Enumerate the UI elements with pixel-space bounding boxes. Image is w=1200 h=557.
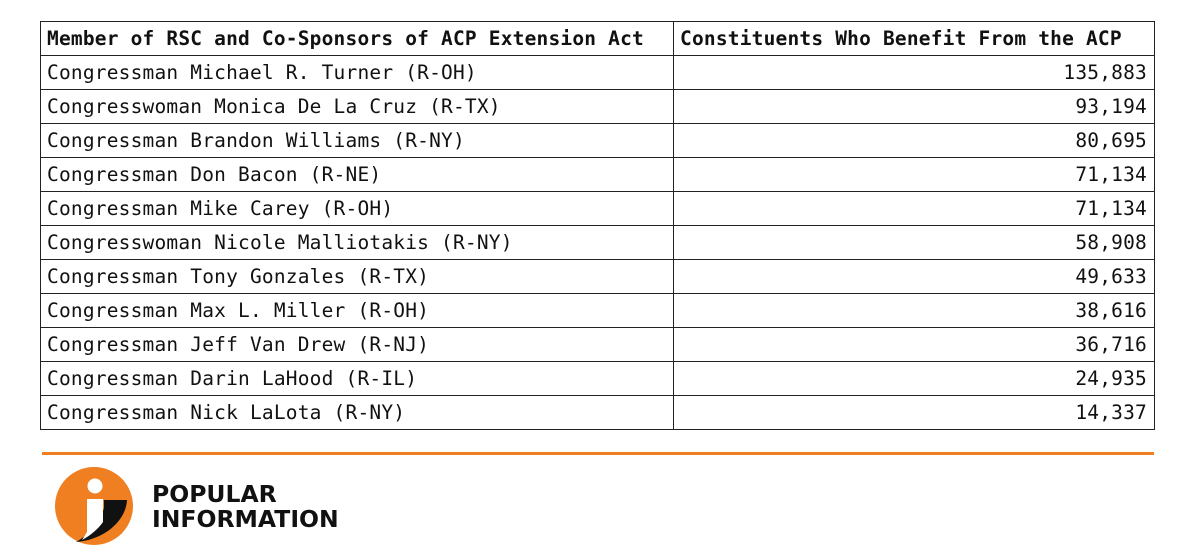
data-table-container xyxy=(40,21,1154,430)
brand-line-1: POPULAR xyxy=(152,480,277,508)
table-row xyxy=(41,124,1155,158)
table-row xyxy=(41,158,1155,192)
member-cell: Congressman Brandon Williams (R-NY) xyxy=(41,124,674,158)
member-cell: Congressman Don Bacon (R-NE) xyxy=(41,158,674,192)
member-cell: Congressman Michael R. Turner (R-OH) xyxy=(41,56,674,90)
info-i-icon xyxy=(54,466,136,546)
data-table xyxy=(40,21,1155,430)
constituents-cell: 135,883 xyxy=(674,56,1155,90)
constituents-cell: 71,134 xyxy=(674,158,1155,192)
brand-wordmark xyxy=(152,482,339,532)
table-row xyxy=(41,362,1155,396)
member-cell: Congresswoman Monica De La Cruz (R-TX) xyxy=(41,90,674,124)
member-cell: Congressman Nick LaLota (R-NY) xyxy=(41,396,674,430)
table-row xyxy=(41,192,1155,226)
table-row xyxy=(41,56,1155,90)
constituents-cell: 24,935 xyxy=(674,362,1155,396)
table-row xyxy=(41,90,1155,124)
table-row xyxy=(41,294,1155,328)
table-row xyxy=(41,328,1155,362)
constituents-cell: 49,633 xyxy=(674,260,1155,294)
table-row xyxy=(41,396,1155,430)
constituents-cell: 36,716 xyxy=(674,328,1155,362)
member-cell: Congressman Max L. Miller (R-OH) xyxy=(41,294,674,328)
brand-line-2: INFORMATION xyxy=(152,505,339,533)
member-cell: Congresswoman Nicole Malliotakis (R-NY) xyxy=(41,226,674,260)
constituents-cell: 14,337 xyxy=(674,396,1155,430)
column-header-member: Member of RSC and Co-Sponsors of ACP Extension Act xyxy=(41,22,674,56)
table-row xyxy=(41,260,1155,294)
member-cell: Congressman Tony Gonzales (R-TX) xyxy=(41,260,674,294)
member-cell: Congressman Mike Carey (R-OH) xyxy=(41,192,674,226)
constituents-cell: 38,616 xyxy=(674,294,1155,328)
constituents-cell: 71,134 xyxy=(674,192,1155,226)
column-header-constituents: Constituents Who Benefit From the ACP xyxy=(674,22,1155,56)
member-cell: Congressman Jeff Van Drew (R-NJ) xyxy=(41,328,674,362)
constituents-cell: 58,908 xyxy=(674,226,1155,260)
orange-divider xyxy=(42,452,1154,455)
popular-information-logo xyxy=(54,466,374,546)
constituents-cell: 93,194 xyxy=(674,90,1155,124)
member-cell: Congressman Darin LaHood (R-IL) xyxy=(41,362,674,396)
table-row xyxy=(41,226,1155,260)
constituents-cell: 80,695 xyxy=(674,124,1155,158)
table-header-row xyxy=(41,22,1155,56)
